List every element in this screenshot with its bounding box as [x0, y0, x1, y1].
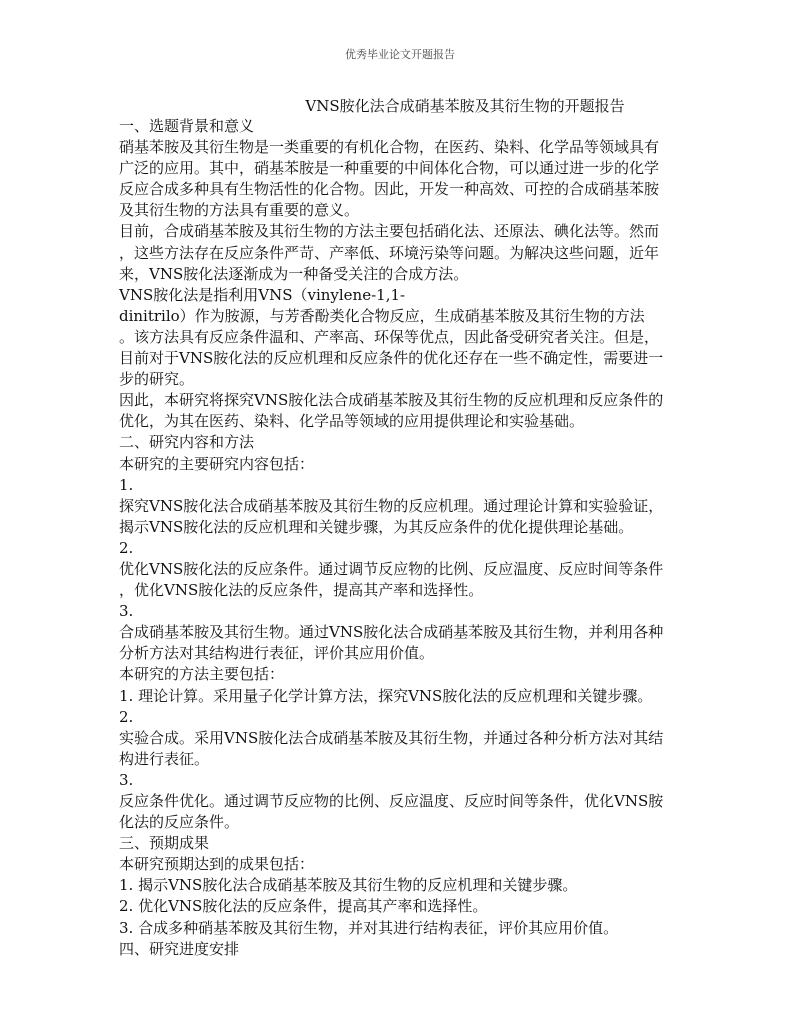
- text-line: 1.: [119, 475, 134, 494]
- text-line: 四、研究进度安排: [119, 939, 240, 958]
- text-line: 构进行表征。: [119, 749, 210, 768]
- text-line: 合成硝基苯胺及其衍生物。通过VNS胺化法合成硝基苯胺及其衍生物，并利用各种: [119, 623, 664, 642]
- running-header: 优秀毕业论文开题报告: [345, 48, 455, 61]
- text-line: 优化VNS胺化法的反应条件。通过调节反应物的比例、反应温度、反应时间等条件: [119, 559, 664, 578]
- text-line: 硝基苯胺及其衍生物是一类重要的有机化合物，在医药、染料、化学品等领域具有: [119, 138, 660, 157]
- text-line: 目前，合成硝基苯胺及其衍生物的方法主要包括硝化法、还原法、碘化法等。然而: [119, 222, 660, 241]
- text-line: 广泛的应用。其中，硝基苯胺是一种重要的中间体化合物，可以通过进一步的化学: [119, 159, 660, 178]
- text-line: 本研究的主要研究内容包括：: [119, 454, 315, 473]
- text-line: VNS胺化法是指利用VNS（vinylene-1,1-: [119, 285, 406, 304]
- text-line: 来，VNS胺化法逐渐成为一种备受关注的合成方法。: [119, 264, 469, 283]
- text-line: 分析方法对其结构进行表征，评价其应用价值。: [119, 644, 435, 663]
- text-line: 一、选题背景和意义: [119, 117, 255, 135]
- text-line: 2.: [119, 707, 134, 726]
- text-line: 揭示VNS胺化法的反应机理和关键步骤，为其反应条件的优化提供理论基础。: [119, 517, 634, 536]
- text-line: 反应条件优化。通过调节反应物的比例、反应温度、反应时间等条件，优化VNS胺: [119, 792, 664, 810]
- text-line: 化法的反应条件。: [119, 813, 240, 832]
- text-line: dinitrilo）作为胺源，与芳香酚类化合物反应，生成硝基苯胺及其衍生物的方法: [119, 306, 645, 325]
- text-line: 因此，本研究将探究VNS胺化法合成硝基苯胺及其衍生物的反应机理和反应条件的: [119, 391, 664, 410]
- text-line: 本研究预期达到的成果包括：: [119, 855, 315, 874]
- text-line: 反应合成多种具有生物活性的化合物。因此，开发一种高效、可控的合成硝基苯胺: [119, 180, 660, 199]
- text-line: ，优化VNS胺化法的反应条件，提高其产率和选择性。: [119, 581, 484, 600]
- text-line: 2.: [119, 538, 134, 557]
- text-line: 2. 优化VNS胺化法的反应条件，提高其产率和选择性。: [119, 897, 488, 916]
- text-line: 目前对于VNS胺化法的反应机理和反应条件的优化还存在一些不确定性，需要进一: [119, 349, 664, 368]
- text-line: 优化，为其在医药、染料、化学品等领域的应用提供理论和实验基础。: [119, 412, 585, 431]
- text-line: 3. 合成多种硝基苯胺及其衍生物，并对其进行结构表征，评价其应用价值。: [119, 918, 619, 937]
- text-line: 本研究的方法主要包括：: [119, 665, 285, 684]
- text-line: ，这些方法存在反应条件严苛、产率低、环境污染等问题。为解决这些问题，近年: [119, 243, 660, 262]
- document-body: [119, 116, 689, 960]
- text-line: 二、研究内容和方法: [119, 433, 255, 452]
- text-line: 3.: [119, 602, 134, 621]
- text-line: 探究VNS胺化法合成硝基苯胺及其衍生物的反应机理。通过理论计算和实验验证，: [119, 496, 664, 515]
- text-line: 步的研究。: [119, 370, 195, 389]
- text-line: 1. 理论计算。采用量子化学计算方法，探究VNS胺化法的反应机理和关键步骤。: [119, 686, 653, 705]
- document-title: VNS胺化法合成硝基苯胺及其衍生物的开题报告: [305, 97, 625, 115]
- text-line: 三、预期成果: [119, 834, 210, 853]
- text-line: 实验合成。采用VNS胺化法合成硝基苯胺及其衍生物，并通过各种分析方法对其结: [119, 728, 664, 747]
- text-line: 。该方法具有反应条件温和、产率高、环保等优点，因此备受研究者关注。但是，: [119, 327, 660, 346]
- text-line: 3.: [119, 770, 134, 789]
- text-line: 及其衍生物的方法具有重要的意义。: [119, 201, 360, 220]
- text-line: 1. 揭示VNS胺化法合成硝基苯胺及其衍生物的反应机理和关键步骤。: [119, 876, 578, 895]
